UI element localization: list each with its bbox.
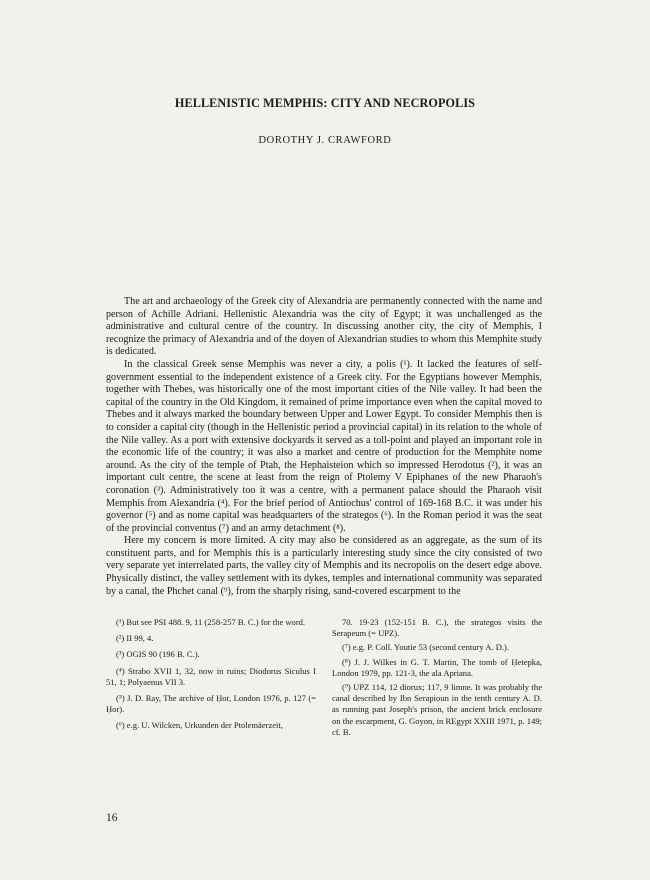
footnote: (⁵) J. D. Ray, The archive of Ḥor, London 1976, p. 127 (= Ḥor). xyxy=(106,693,316,715)
footnote: (⁹) UPZ 114, 12 diorux; 117, 9 limne. It was probably the canal described by Ibn Serapioun in the tenth century A. D. as running past Joseph's prison, the ancient brick enclosure on the escarpment, G. Goyon, in REgypt XXIII 1971, p. 149; cf. B. xyxy=(332,682,542,737)
footnote: (⁴) Strabo XVII 1, 32, now in ruins; Diodorus Siculus I 51, 1; Polyaenus VII 3. xyxy=(106,665,316,687)
footnote: (¹) But see PSI 488. 9, 11 (258-257 B. C.) for the word. xyxy=(116,617,306,627)
footnotes xyxy=(106,617,542,741)
article-title: HELLENISTIC MEMPHIS: CITY AND NECROPOLIS xyxy=(174,96,476,110)
footnote: 70. 19-23 (152-151 B. C.), the strategos visits the Serapeum (= UPZ). xyxy=(332,617,542,639)
body-paragraph: In the classical Greek sense Memphis was never a city, a polis (¹). It lacked the features of self-government essential to the independent existence of a Greek city. For the Egyptians however Memphis, together with Thebes, was historically one of the most important cities of the Nile valley. It had been the capital of the country in the Old Kingdom, it remained of prime importance even when the capital moved to Thebes and it always marked the boundary between Upper and Lower Egypt. To consider Memphis then is to consider a capital city (though in the Hellenistic period a provincial capital) in its relation to the whole of the Nile valley. As a port with extensive dockyards it served as a toll-point and played an important role in the economic life of the country; it was also a market and centre of production for the Memphite nome around. As the city of the temple of Ptah, the Hephaisteion which so impressed Herodotus (²), it was an important cult centre, the scene at least from the reign of Ptolemy V Epiphanes of the new Pharaoh's coronation (³). Administratively too it was a centre, with a permanent palace should the Pharaoh visit Memphis from Alexandria (⁴). For the brief period of Antiochus' control of 169-168 B.C. it was under his governor (⁵) and as nome capital was headquarters of the strategos (⁶). In the Roman period it was the seat of the provincial conventus (⁷) and an army detachment (⁸). xyxy=(106,358,542,534)
footnotes-left-column xyxy=(106,617,316,741)
footnote: (³) OGIS 90 (196 B. C.). xyxy=(116,649,200,660)
article-body xyxy=(106,296,542,598)
page-number: 16 xyxy=(106,812,118,824)
body-paragraph: The art and archaeology of the Greek city of Alexandria are permanently connected with the name and person of Achille Adriani. Hellenistic Alexandria was the city of Egypt; it was unchallenged as the administrative and cultural centre of the country. In discussing another city, the city of Memphis, I recognize the primacy of Alexandria and of the doyen of Alexandrian studies to whom this Memphite study is dedicated. xyxy=(106,296,542,358)
body-paragraph: Here my concern is more limited. A city may also be considered as an aggregate, as the sum of its constituent parts, and for Memphis this is a particularly interesting study since the city consisted of two very separate yet interrelated parts, the valley city of Memphis and its necropolis on the desert edge above. Physically distinct, the valley settlement with its dykes, temples and international community was separated by a canal, the Phchet canal (⁹), from the sharply rising, sand-covered escarpment to the xyxy=(106,535,542,597)
article-author: DOROTHY J. CRAWFORD xyxy=(258,135,392,146)
footnote: (⁶) e.g. U. Wilcken, Urkunden der Ptolemäerzeit, xyxy=(116,720,283,731)
footnote: (⁷) e.g. P. Coll. Youtie 53 (second century A. D.). xyxy=(342,642,510,653)
footnote: (⁸) J. J. Wilkes in G. T. Martin, The tomb of Ḥetepka, London 1979, pp. 121-3, the ala Apriana. xyxy=(332,656,542,678)
footnote: (²) II 99, 4. xyxy=(116,633,154,644)
footnotes-right-column xyxy=(332,617,542,741)
